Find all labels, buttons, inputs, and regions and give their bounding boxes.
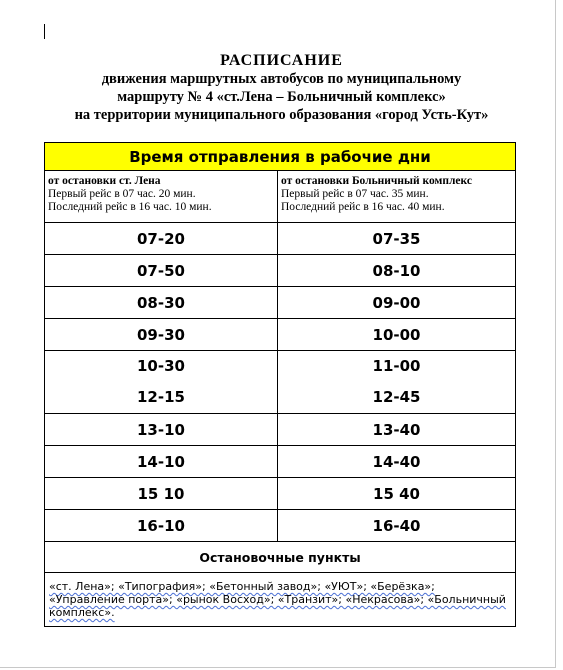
right-stop-title: от остановки Больничный комплекс [281,175,472,187]
left-time: 10-30 [137,357,185,375]
table-row [45,351,516,414]
left-time-pair [45,351,278,414]
left-time: 08-30 [45,287,278,319]
stops-list-text: «ст. Лена»; «Типография»; «Бетонный завод»; «УЮТ»; «Берёзка»; «Управление порта»; «рынок Восход»; «Транзит»; «Некрасова»; «Больничный комплекс». [49,580,506,619]
right-time: 09-00 [278,287,516,319]
document-title [0,52,563,124]
table-row [45,287,516,319]
right-time: 16-40 [278,510,516,542]
right-time: 15 40 [278,478,516,510]
left-time: 13-10 [45,414,278,446]
right-time: 13-40 [278,414,516,446]
schedule-table [44,142,516,627]
left-last-trip: Последний рейс в 16 час. 10 мин. [48,201,212,213]
left-time: 07-20 [45,223,278,255]
left-stop-title: от остановки ст. Лена [48,175,161,187]
table-row [45,446,516,478]
left-stop-info [45,171,278,223]
right-time: 10-00 [278,319,516,351]
title-line-1: движения маршрутных автобусов по муниципальному [101,71,462,87]
left-time: 16-10 [45,510,278,542]
table-row [45,255,516,287]
right-time: 08-10 [278,255,516,287]
title-line-2: маршруту № 4 «ст.Лена – Больничный комплекс» [117,89,446,105]
right-time: 11-00 [372,357,421,375]
table-header: Время отправления в рабочие дни [45,143,516,171]
right-time-pair [278,351,516,414]
title-line-3: на территории муниципального образования «город Усть-Кут» [74,107,489,123]
stops-title: Остановочные пункты [45,542,516,573]
left-time: 14-10 [45,446,278,478]
stops-list [45,573,516,627]
right-stop-info [278,171,516,223]
left-time: 07-50 [45,255,278,287]
table-row [45,478,516,510]
left-time: 15 10 [45,478,278,510]
table-row [45,319,516,351]
left-first-trip: Первый рейс в 07 час. 20 мин. [48,188,196,200]
left-time: 12-15 [137,388,185,406]
right-time: 07-35 [278,223,516,255]
text-cursor [44,24,45,39]
table-row [45,223,516,255]
table-row [45,414,516,446]
title-main: РАСПИСАНИЕ [220,52,343,69]
right-time: 14-40 [278,446,516,478]
right-last-trip: Последний рейс в 16 час. 40 мин. [281,201,445,213]
right-first-trip: Первый рейс в 07 час. 35 мин. [281,188,429,200]
table-row [45,510,516,542]
right-time: 12-45 [372,388,421,406]
left-time: 09-30 [45,319,278,351]
